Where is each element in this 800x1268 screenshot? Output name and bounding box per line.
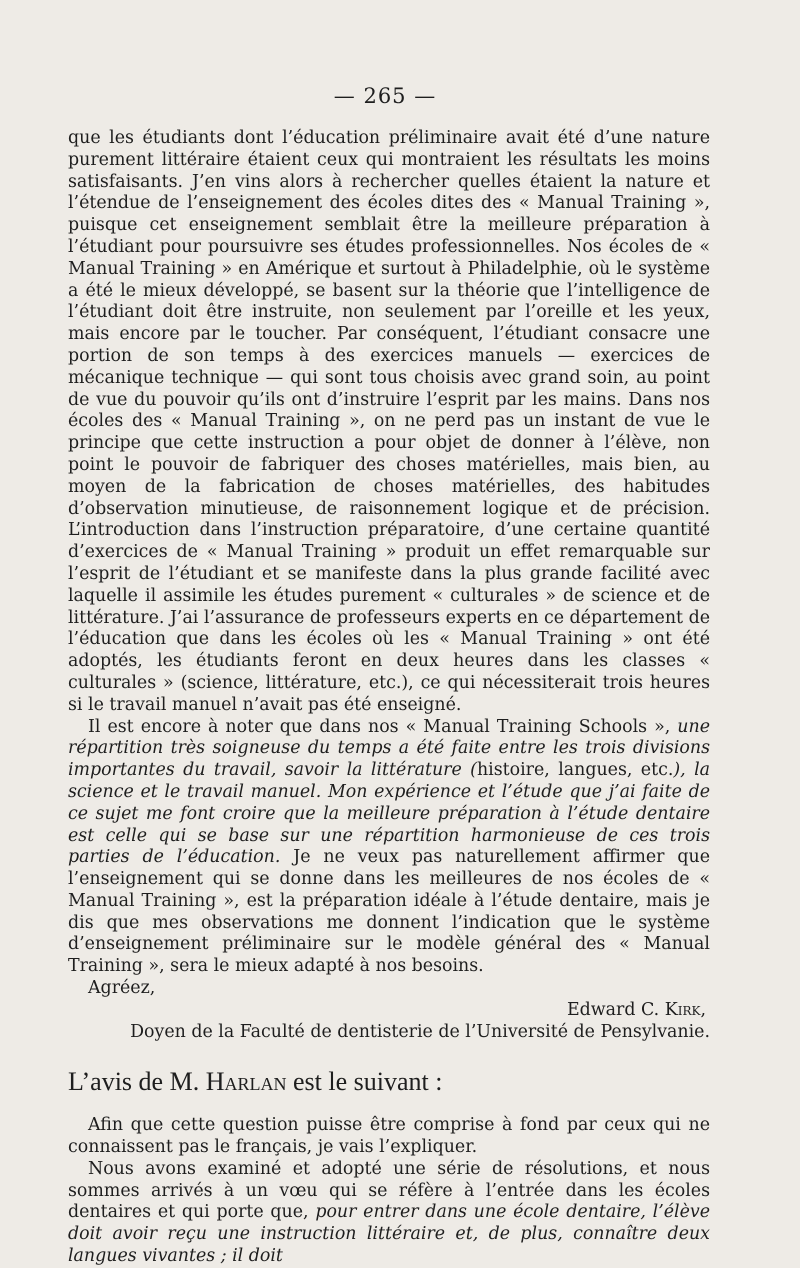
section-paragraph-2 — [68, 1159, 710, 1268]
letter-paragraph-1: que les étudiants dont l’éducation préliminaire avait été d’une nature purement littéraire étaient ceux qui montraient les résultats les moins satisfaisants. J’en vins alors à rechercher quelles étaient la nature et l’étendue de l’enseignement des écoles dites des « Manual Training », puisque cet enseignement semblait être la meilleure préparation à l’étudiant pour poursuivre ses études professionnelles. Nos écoles de « Manual Training » en Amérique et surtout à Philadelphie, où le système a été le mieux développé, se basent sur la théorie que l’intelligence de l’étudiant doit être instruite, non seulement par l’oreille et les yeux, mais encore par le toucher. Par conséquent, l’étudiant consacre une portion de son temps à des exercices manuels — exercices de mécanique technique — qui sont tous choisis avec grand soin, au point de vue du pouvoir qu’ils ont d’instruire l’esprit par les mains. Dans nos écoles des « Manual Training », on ne perd pas un instant de vue le principe que cette instruction a pour objet de donner à l’élève, non point le pouvoir de fabriquer des choses matérielles, mais bien, au moyen de la fabrication de choses matérielles, des habitudes d’observation minutieuse, de raisonnement logique et de précision. L’introduction dans l’instruction préparatoire, d’une certaine quantité d’exercices de « Manual Training » produit un effet remarquable sur l’esprit de l’étudiant et se manifeste dans la plus grande facilité avec laquelle il assimile les études purement « culturales » de science et de littérature. J’ai l’assurance de professeurs experts en ce département de l’éducation que dans les écoles où les « Manual Training » ont été adoptés, les étudiants feront en deux heures dans les classes « culturales » (science, littérature, etc.), ce qui nécessiterait trois heures si le travail manuel n’avait pas été enseigné. — [68, 128, 710, 715]
signature-title: Doyen de la Faculté de dentisterie de l’Université de Pensylvanie. — [130, 1021, 710, 1042]
letter-paragraph-2-roman-1: histoire, langues, etc. — [476, 760, 674, 781]
letter-signature — [68, 1000, 710, 1022]
letter-salutation: Agréez, — [88, 978, 156, 999]
section-heading-name: Harlan — [205, 1067, 287, 1097]
signature-last-name: Kirk — [664, 999, 701, 1020]
section-paragraph-1: Afin que cette question puisse être comprise à fond par ceux qui ne connaissent pas le français, je vais l’expliquer. — [68, 1115, 710, 1158]
section-heading-post: est le suivant : — [286, 1067, 443, 1097]
signature-comma: , — [700, 999, 706, 1020]
letter-paragraph-2-italic-2: ), la science et le travail manuel. Mon expérience et l’étude que j’ai faite de ce sujet me font croire que la meilleure préparation à l’étude dentaire est celle qui se base sur une répartition harmonieuse de ces trois parties de l’éducation. — [68, 760, 710, 868]
signature-first-name: Edward C. — [566, 999, 665, 1020]
letter-paragraph-2-end: Je ne veux pas naturellement affirmer que l’enseignement qui se donne dans les meilleures de nos écoles de « Manual Training », est la préparation idéale à l’étude dentaire, mais je dis que mes observations me donnent l’indication que le système d’enseignement préliminaire sur le modèle général des « Manual Training », sera le mieux adapté à nos besoins. — [68, 847, 710, 977]
section-paragraph-2-italic: pour entrer dans une école dentaire, l’élève doit avoir reçu une instruction littéraire et, de plus, connaître deux langues vivantes ; il doit — [68, 1202, 710, 1267]
section-paragraph-2-start: Nous avons examiné et adopté une série de résolutions, et nous sommes arrivés à un vœu qui se réfère à l’entrée dans les écoles dentaires et qui porte que, — [68, 1158, 710, 1223]
page-body — [68, 128, 710, 1268]
section-heading — [68, 1067, 710, 1097]
letter-paragraph-2-italic-1: une répartition très soigneuse du temps a été faite entre les trois divisions importantes du travail, savoir la littérature ( — [68, 716, 710, 781]
page-number: — 265 — — [333, 84, 437, 108]
letter-paragraph-2-start: Il est encore à noter que dans nos « Manual Training Schools », — [88, 716, 678, 737]
section-heading-pre: L’avis de M. — [68, 1067, 206, 1097]
letter-paragraph-2 — [68, 717, 710, 979]
